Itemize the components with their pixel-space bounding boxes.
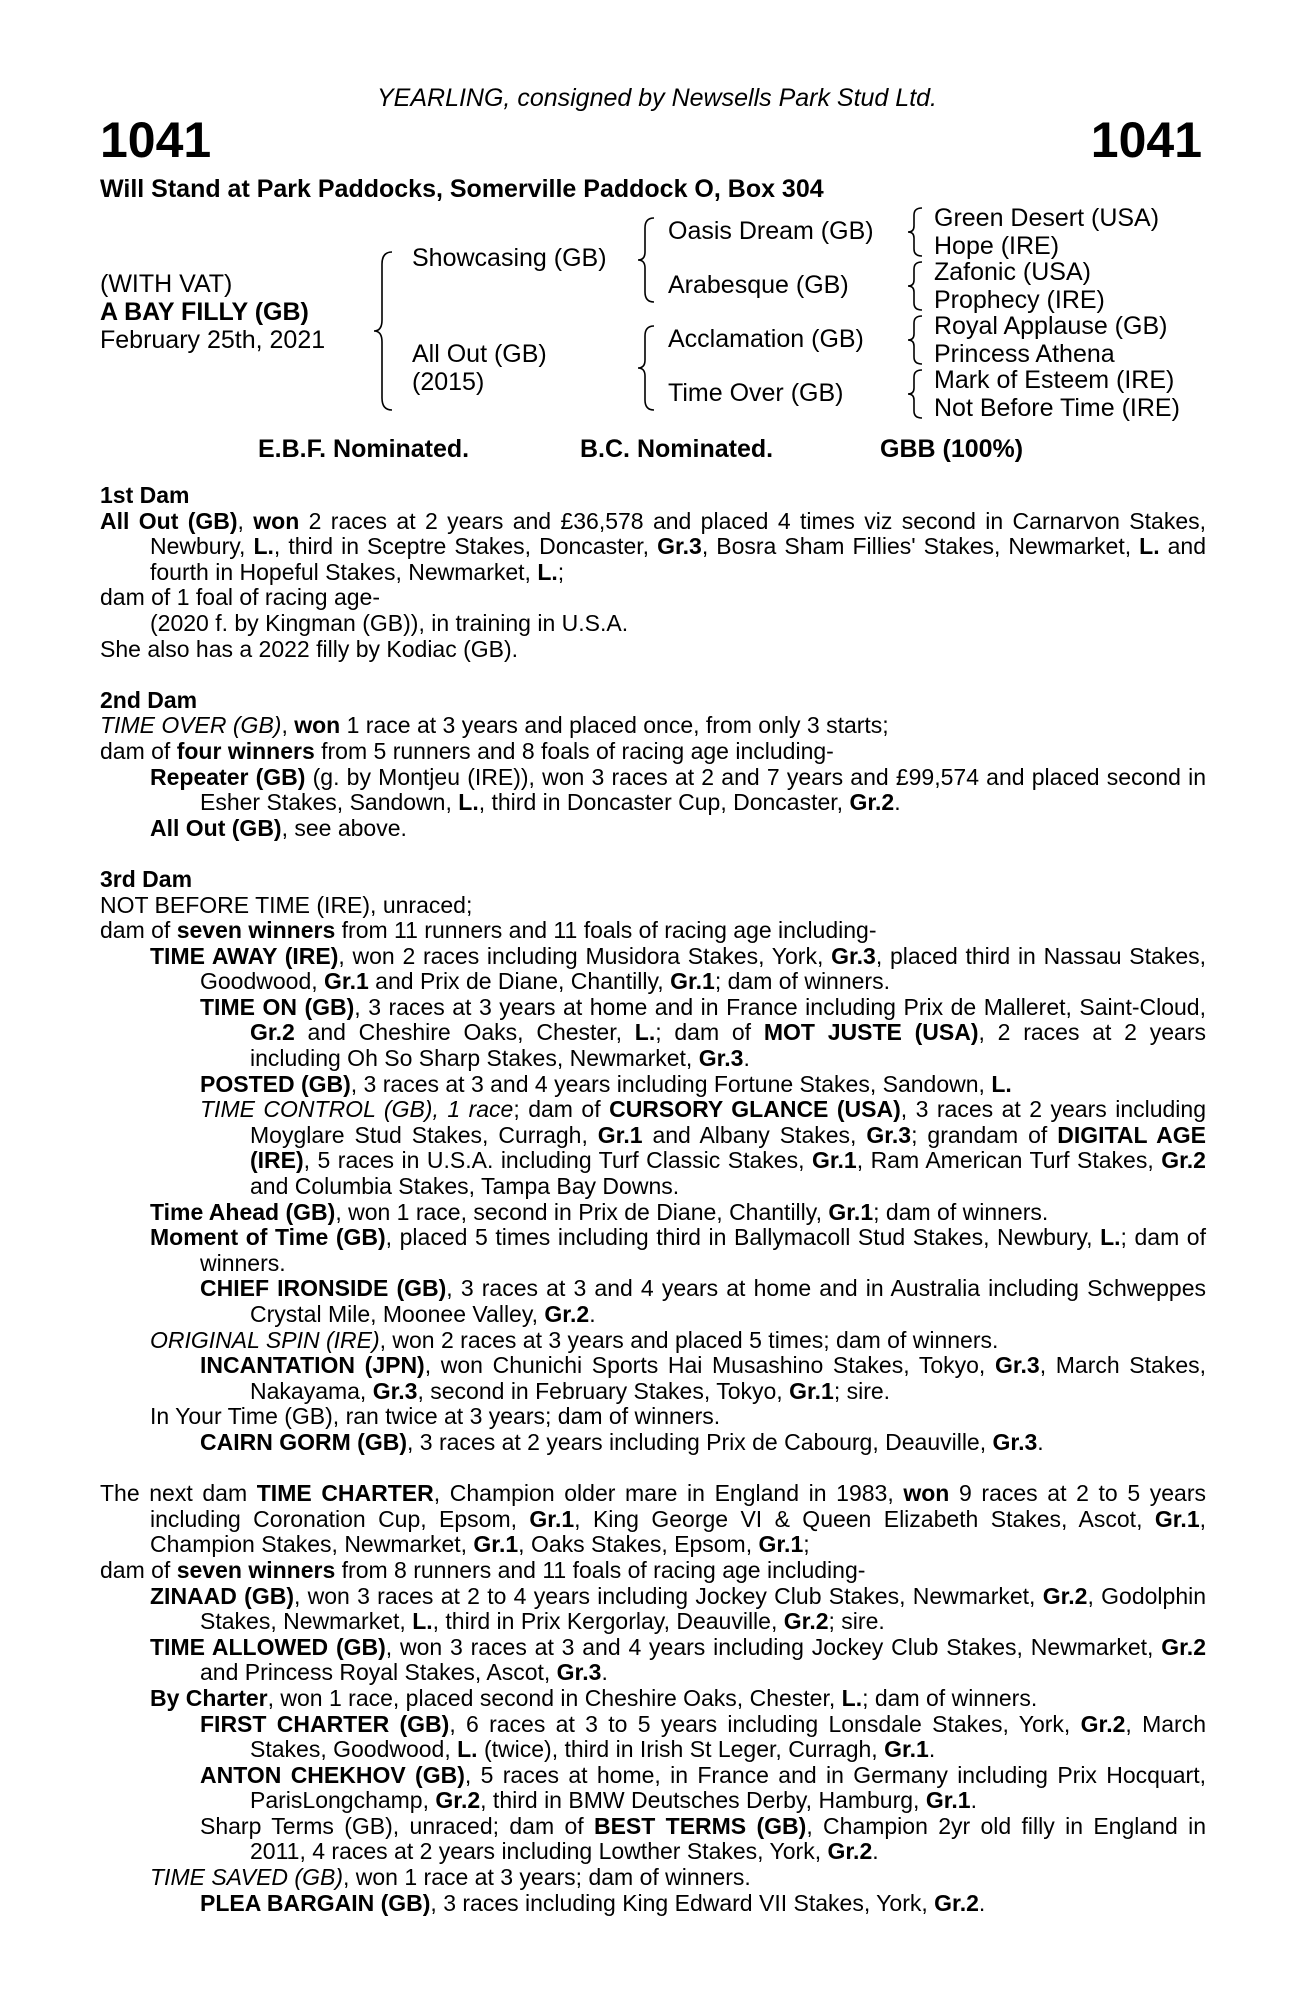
produce-item: TIME ON (GB), 3 races at 3 years at home and in France including Prix de Malleret, Saint-Cloud, Gr.2 and Cheshire Oaks, Chester, L.; dam of MOT JUSTE (USA), 2 races at 2 years including Oh So Sharp Stakes, Newmarket, Gr.3. (200, 993, 1206, 1072)
produce-item: All Out (GB), see above. (150, 814, 407, 841)
lot-number-right: 1041 (1090, 112, 1202, 168)
produce-item: ANTON CHEKHOV (GB), 5 races at home, in France and in Germany including Prix Hocquart, ParisLongchamp, Gr.2, third in BMW Deutsches Derby, Hamburg, Gr.1. (200, 1761, 1206, 1814)
next-dam-section (100, 1481, 1206, 1916)
bc-nomination: B.C. Nominated. (580, 435, 774, 463)
third-dam-section (100, 867, 1206, 1456)
stand-location: Will Stand at Park Paddocks, Somerville Paddock O, Box 304 (100, 175, 824, 203)
produce-summary: dam of four winners from 5 runners and 8 foals of racing age including- (100, 737, 834, 764)
produce-item: TIME CONTROL (GB), 1 race; dam of CURSORY GLANCE (USA), 3 races at 2 years including Moyglare Stud Stakes, Curragh, Gr.1 and Albany Stakes, Gr.3; grandam of DIGITAL AGE (IRE), 5 races in U.S.A. including Turf Classic Stakes, Gr.1, Ram American Turf Stakes, Gr.2 and Columbia Stakes, Tampa Bay Downs. (200, 1096, 1206, 1200)
consignor-line: YEARLING, consigned by Newsells Park Stud Ltd. (377, 84, 937, 112)
produce-item: (2020 f. by Kingman (GB)), in training in U.S.A. (150, 609, 629, 636)
first-dam-section (100, 483, 1206, 662)
grand-brace-3 (906, 314, 924, 366)
granddam-line-5: Royal Applause (GB) (934, 312, 1168, 340)
grand-brace-1 (906, 206, 924, 258)
dam: All Out (GB) (412, 340, 547, 368)
produce-item: By Charter, won 1 race, placed second in Cheshire Oaks, Chester, L.; dam of winners. (150, 1684, 1038, 1711)
produce-summary: dam of seven winners from 8 runners and 11 foals of racing age including- (100, 1556, 866, 1583)
grand-brace-4 (906, 368, 924, 420)
produce-item: PLEA BARGAIN (GB), 3 races including King Edward VII Stakes, York, Gr.2. (200, 1889, 986, 1916)
produce-item: CAIRN GORM (GB), 3 races at 2 years including Prix de Cabourg, Deauville, Gr.3. (200, 1428, 1044, 1455)
dam-performance: NOT BEFORE TIME (IRE), unraced; (100, 891, 473, 918)
produce-item: POSTED (GB), 3 races at 3 and 4 years including Fortune Stakes, Sandown, L. (200, 1070, 1012, 1097)
sire-dam: Arabesque (GB) (668, 271, 849, 299)
dam-dam: Time Over (GB) (668, 379, 844, 407)
produce-item: ORIGINAL SPIN (IRE), won 2 races at 3 years and placed 5 times; dam of winners. (150, 1326, 999, 1353)
produce-item: TIME AWAY (IRE), won 2 races including Musidora Stakes, York, Gr.3, placed third in Nassau Stakes, Goodwood, Gr.1 and Prix de Diane, Chantilly, Gr.1; dam of winners. (150, 942, 1206, 995)
produce-item: Moment of Time (GB), placed 5 times including third in Ballymacoll Stud Stakes, Newbury, L.; dam of winners. (150, 1224, 1206, 1276)
sire-dam-brace (372, 250, 394, 412)
produce-note: She also has a 2022 filly by Kodiac (GB). (100, 635, 519, 662)
second-dam-section (100, 688, 1206, 842)
foaling-date: February 25th, 2021 (100, 326, 326, 354)
horse-name: A BAY FILLY (GB) (100, 298, 309, 326)
produce-item: In Your Time (GB), ran twice at 3 years; dam of winners. (150, 1403, 721, 1430)
dam-foaling-year: (2015) (412, 368, 485, 396)
vat-note: (WITH VAT) (100, 270, 233, 298)
produce-summary: dam of seven winners from 11 runners and 11 foals of racing age including- (100, 917, 877, 944)
section-title: 1st Dam (100, 482, 190, 508)
produce-item: ZINAAD (GB), won 3 races at 2 to 4 years including Jockey Club Stakes, Newmarket, Gr.2, Godolphin Stakes, Newmarket, L., third in Prix Kergorlay, Deauville, Gr.2; sire. (150, 1582, 1207, 1635)
granddam-line-6: Princess Athena (934, 340, 1115, 368)
dam-performance: TIME OVER (GB), won 1 race at 3 years and placed once, from only 3 starts; (100, 712, 889, 739)
granddam-line-3: Zafonic (USA) (934, 258, 1091, 286)
gbb-status: GBB (100%) (880, 435, 1024, 463)
dam-performance: The next dam TIME CHARTER, Champion older mare in England in 1983, won 9 races at 2 to 5 years including Coronation Cup, Epsom, Gr.1, King George VI & Queen Elizabeth Stakes, Ascot, Gr.1, Champion Stakes, Newmarket, Gr.1, Oaks Stakes, Epsom, Gr.1; (100, 1480, 1207, 1558)
section-title: 3rd Dam (100, 865, 193, 892)
dam-record (100, 483, 1206, 1916)
sire-parents-brace (636, 216, 656, 304)
granddam-line-8: Not Before Time (IRE) (934, 394, 1180, 422)
produce-item: Repeater (GB) (g. by Montjeu (IRE)), won 3 races at 2 and 7 years and £99,574 and placed second in Esher Stakes, Sandown, L., third in Doncaster Cup, Doncaster, Gr.2. (150, 763, 1206, 816)
ebf-nomination: E.B.F. Nominated. (258, 435, 470, 463)
produce-item: CHIEF IRONSIDE (GB), 3 races at 3 and 4 years at home and in Australia including Schweppes Crystal Mile, Moonee Valley, Gr.2. (200, 1275, 1207, 1327)
granddam-line-1: Green Desert (USA) (934, 204, 1160, 232)
section-title: 2nd Dam (100, 686, 198, 713)
produce-item: TIME SAVED (GB), won 1 race at 3 years; dam of winners. (150, 1864, 751, 1891)
produce-item: FIRST CHARTER (GB), 6 races at 3 to 5 years including Lonsdale Stakes, York, Gr.2, March Stakes, Goodwood, L. (twice), third in Irish St Leger, Curragh, Gr.1. (200, 1710, 1206, 1763)
produce-summary: dam of 1 foal of racing age- (100, 584, 380, 611)
granddam-line-7: Mark of Esteem (IRE) (934, 366, 1175, 394)
dam-sire: Acclamation (GB) (668, 325, 864, 353)
granddam-line-4: Prophecy (IRE) (934, 286, 1105, 314)
produce-item: Time Ahead (GB), won 1 race, second in Prix de Diane, Chantilly, Gr.1; dam of winners. (150, 1198, 1049, 1225)
produce-item: TIME ALLOWED (GB), won 3 races at 3 and 4 years including Jockey Club Stakes, Newmarket, Gr.2 and Princess Royal Stakes, Ascot, Gr.3. (150, 1633, 1206, 1686)
sire-sire: Oasis Dream (GB) (668, 217, 874, 245)
granddam-line-2: Hope (IRE) (934, 232, 1060, 260)
dam-performance: All Out (GB), won 2 races at 2 years and £36,578 and placed 4 times viz second in Carnarvon Stakes, Newbury, L., third in Sceptre Stakes, Doncaster, Gr.3, Bosra Sham Fillies' Stakes, Newmarket, L. and fourth in Hopeful Stakes, Newmarket, L.; (100, 507, 1207, 585)
produce-item: INCANTATION (JPN), won Chunichi Sports Hai Musashino Stakes, Tokyo, Gr.3, March Stakes, Nakayama, Gr.3, second in February Stakes, Tokyo, Gr.1; sire. (200, 1352, 1207, 1404)
sire: Showcasing (GB) (412, 244, 607, 272)
grand-brace-2 (906, 260, 924, 312)
lot-number-left: 1041 (100, 112, 212, 168)
dam-parents-brace (636, 324, 656, 412)
produce-item: Sharp Terms (GB), unraced; dam of BEST TERMS (GB), Champion 2yr old filly in England in 2011, 4 races at 2 years including Lowther Stakes, York, Gr.2. (200, 1812, 1206, 1865)
